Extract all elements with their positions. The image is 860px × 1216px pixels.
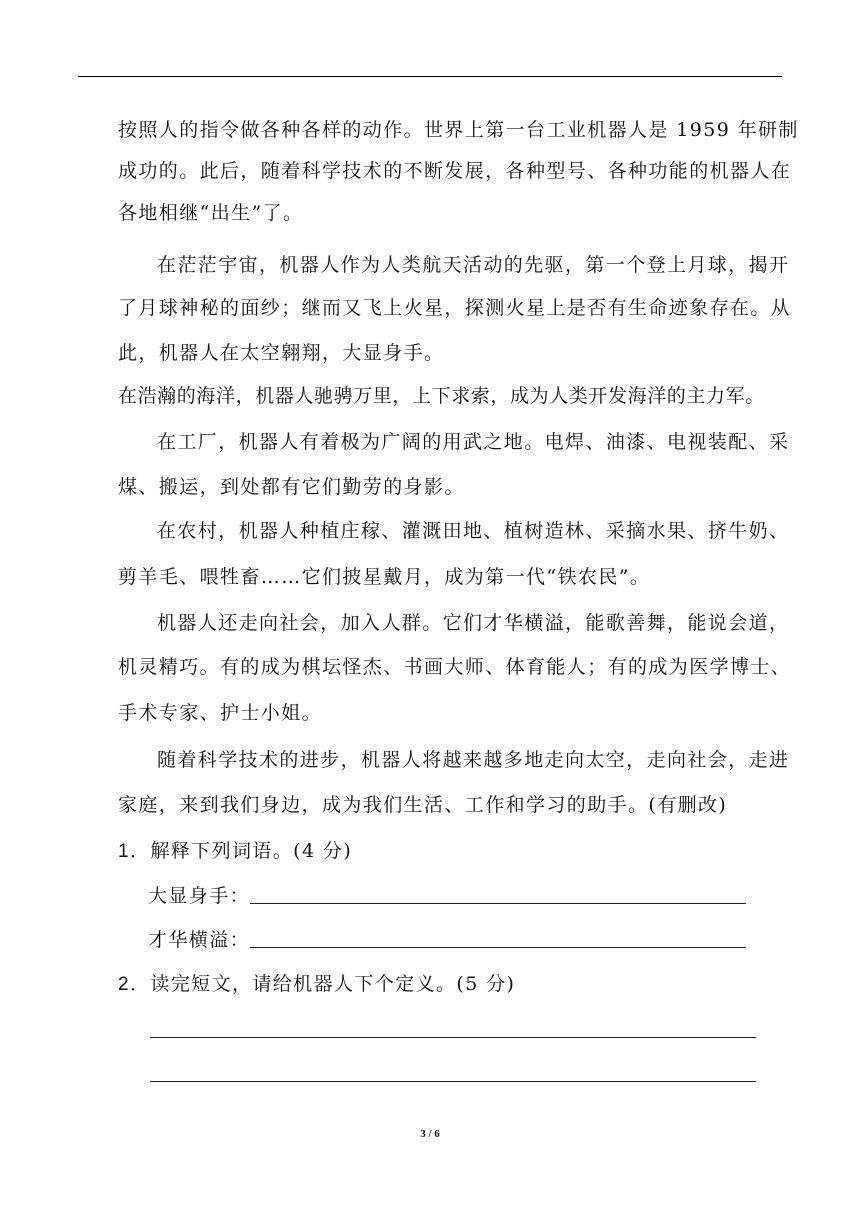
passage-line: 家庭，来到我们身边，成为我们生活、工作和学习的助手。(有删改)	[118, 794, 728, 816]
answer-line[interactable]	[250, 903, 746, 904]
passage-line: 剪羊毛、喂牲畜……它们披星戴月，成为第一代“铁农民”。	[118, 566, 651, 588]
question-1	[118, 840, 352, 863]
passage-line: 此，机器人在太空翱翔，大显身手。	[118, 342, 445, 364]
page-number: 3 / 6	[420, 1128, 440, 1140]
question-text: 解释下列词语。(4 分)	[150, 840, 353, 862]
answer-line[interactable]	[150, 1081, 756, 1082]
passage-line: 按照人的指令做各种各样的动作。世界上第一台工业机器人是 1959 年研制	[118, 119, 799, 141]
passage-line: 在茫茫宇宙，机器人作为人类航天活动的先驱，第一个登上月球，揭开	[157, 254, 790, 276]
passage-line: 在浩瀚的海洋，机器人驰骋万里，上下求索，成为人类开发海洋的主力军。	[118, 385, 765, 407]
passage-line: 在农村，机器人种植庄稼、灌溉田地、植树造林、采摘水果、挤牛奶、	[157, 520, 790, 542]
passage-line: 手术专家、护士小姐。	[118, 702, 323, 724]
passage-line: 煤、搬运，到处都有它们勤劳的身影。	[118, 476, 465, 498]
question-number: 1．	[118, 841, 151, 862]
term-label: 才华横溢：	[148, 929, 251, 951]
passage-line: 机灵精巧。有的成为棋坛怪杰、书画大师、体育能人；有的成为医学博士、	[118, 656, 792, 678]
passage-line: 成功的。此后，随着科学技术的不断发展，各种型号、各种功能的机器人在	[118, 160, 792, 182]
answer-line[interactable]	[250, 947, 746, 948]
passage-line: 机器人还走向社会，加入人群。它们才华横溢，能歌善舞，能说会道，	[157, 612, 790, 634]
answer-line[interactable]	[150, 1037, 756, 1038]
passage-line: 在工厂，机器人有着极为广阔的用武之地。电焊、油漆、电视装配、采	[157, 431, 790, 453]
question-number: 2．	[118, 974, 151, 995]
question-2	[118, 973, 515, 996]
passage-line: 各地相继“出生”了。	[118, 202, 304, 224]
passage-line: 了月球神秘的面纱；继而又飞上火星，探测火星上是否有生命迹象存在。从	[118, 297, 792, 319]
term-label: 大显身手：	[148, 885, 251, 907]
header-rule	[78, 76, 782, 77]
passage-line: 随着科学技术的进步，机器人将越来越多地走向太空，走向社会，走进	[157, 749, 790, 771]
question-text: 读完短文，请给机器人下个定义。(5 分)	[150, 973, 516, 995]
